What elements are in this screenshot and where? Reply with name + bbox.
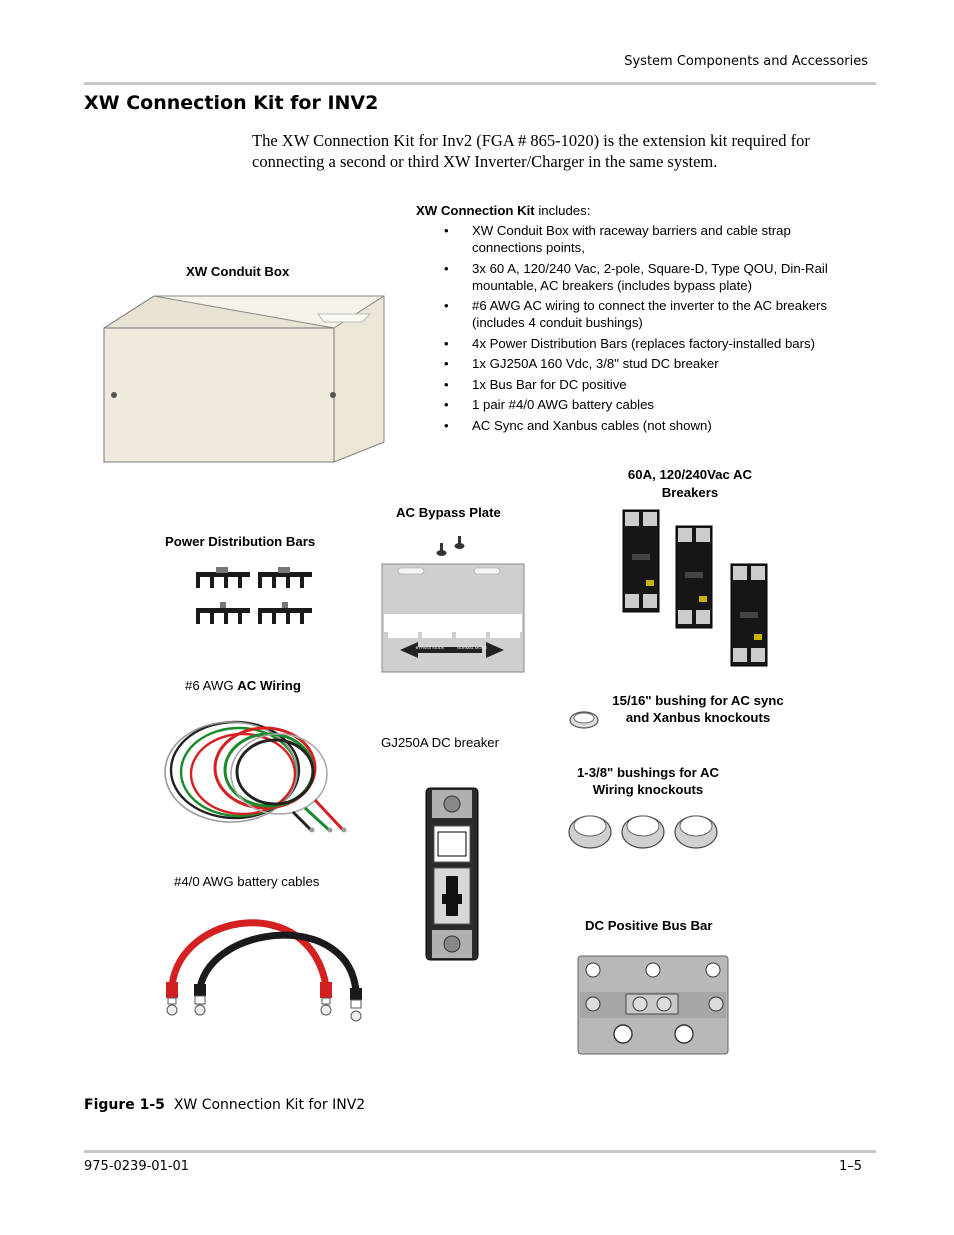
bullet: • xyxy=(444,376,449,392)
ac-wiring-label-bold: AC Wiring xyxy=(237,678,301,693)
kit-heading-bold: XW Connection Kit xyxy=(416,203,535,218)
kit-list-item xyxy=(416,335,856,352)
large-bushings-label-line1: 1-3/8" bushings for AC xyxy=(576,765,720,780)
kit-list-item-text: 1x Bus Bar for DC positive xyxy=(472,376,627,392)
kit-list-item xyxy=(416,376,856,393)
battery-lug-1 xyxy=(166,982,178,1015)
kit-list-item-text: 4x Power Distribution Bars (replaces factory-installed bars) xyxy=(472,335,816,351)
power-bars-label: Power Distribution Bars xyxy=(165,534,316,549)
bullet: • xyxy=(444,335,449,351)
bullet: • xyxy=(444,298,449,313)
power-bar-4 xyxy=(258,602,312,624)
dc-bus-bar-image xyxy=(576,954,730,1056)
ac-breaker-3 xyxy=(731,564,767,666)
kit-list-item xyxy=(416,297,856,331)
bypass-plate-label: AC Bypass Plate xyxy=(396,505,501,520)
bypass-plate-screws xyxy=(437,536,465,556)
battery-lug-4 xyxy=(350,988,362,1021)
bypass-plate-image xyxy=(380,534,526,676)
ac-wiring-image xyxy=(165,712,355,836)
power-bar-1 xyxy=(196,567,250,588)
ac-breakers-label xyxy=(600,466,780,502)
doc-number: 975-0239-01-01 xyxy=(84,1159,190,1174)
kit-contents xyxy=(416,203,856,437)
figure-caption xyxy=(84,1097,365,1113)
large-bushings-label xyxy=(558,764,738,798)
footer-rule xyxy=(84,1150,876,1153)
ac-wiring-label-pre: #6 AWG xyxy=(185,678,238,693)
battery-cables-image xyxy=(160,902,368,1026)
kit-list-item-text: AC Sync and Xanbus cables (not shown) xyxy=(472,417,712,433)
small-bushing-label-line2: and Xanbus knockouts xyxy=(625,710,771,725)
intro-paragraph: The XW Connection Kit for Inv2 (FGA # 865-1020) is the extension kit required for connecting a second or third XW Inverter/Charger in the same system. xyxy=(252,131,810,171)
kit-heading-rest: includes: xyxy=(534,203,591,218)
kit-list xyxy=(416,222,856,434)
power-bar-3 xyxy=(196,602,250,624)
bypass-mode-text: BYPASS MODE xyxy=(415,645,445,650)
kit-heading xyxy=(416,203,856,218)
small-bushing-image xyxy=(568,708,602,730)
kit-list-item xyxy=(416,260,856,294)
bullet: • xyxy=(444,397,449,412)
figure-caption-text: XW Connection Kit for INV2 xyxy=(173,1097,366,1113)
running-header: System Components and Accessories xyxy=(624,54,868,69)
conduit-box-image xyxy=(100,292,390,467)
kit-list-item-text: #6 AWG AC wiring to connect the inverter to the AC breakers (includes 4 conduit bushings) xyxy=(472,298,828,330)
normal-mode-text: NORMAL MODE xyxy=(456,645,488,650)
ac-breaker-1 xyxy=(623,510,659,612)
kit-list-item xyxy=(416,222,856,256)
dc-bus-bar-label: DC Positive Bus Bar xyxy=(585,918,713,933)
bullet: • xyxy=(444,417,449,433)
small-bushing-label-line1: 15/16" bushing for AC sync xyxy=(612,693,784,708)
power-bars-image xyxy=(190,564,322,630)
header-rule xyxy=(84,82,876,85)
page-title: XW Connection Kit for INV2 xyxy=(84,92,379,114)
dc-breaker-image xyxy=(424,786,480,962)
figure-number: Figure 1-5 xyxy=(84,1097,165,1113)
power-bar-2 xyxy=(258,567,312,588)
large-bushings-image xyxy=(566,806,722,852)
conduit-box-label: XW Conduit Box xyxy=(186,264,290,279)
large-bushing-3 xyxy=(675,816,717,848)
battery-cables-label: #4/0 AWG battery cables xyxy=(174,874,320,889)
battery-lug-3 xyxy=(320,982,332,1015)
large-bushings-label-line2: Wiring knockouts xyxy=(592,782,704,797)
ac-breaker-2 xyxy=(676,526,712,628)
page-number: 1–5 xyxy=(838,1159,862,1174)
bullet: • xyxy=(444,223,449,238)
battery-lug-2 xyxy=(194,984,206,1015)
ac-wiring-label xyxy=(185,678,301,693)
bullet: • xyxy=(444,356,449,371)
ac-breakers-image xyxy=(620,508,772,668)
large-bushing-1 xyxy=(569,816,611,848)
ac-breakers-label-line1: 60A, 120/240Vac AC xyxy=(627,467,753,482)
ac-breakers-label-line2: Breakers xyxy=(661,485,719,500)
kit-list-item xyxy=(416,396,856,413)
kit-list-item-text: 1x GJ250A 160 Vdc, 3/8" stud DC breaker xyxy=(472,356,719,371)
bullet: • xyxy=(444,260,449,276)
small-bushing-label xyxy=(598,692,798,726)
kit-list-item xyxy=(416,355,856,372)
kit-list-item-text: 1 pair #4/0 AWG battery cables xyxy=(472,397,655,412)
kit-list-item-text: XW Conduit Box with raceway barriers and cable strap connections points, xyxy=(472,223,791,255)
kit-list-item xyxy=(416,417,856,434)
kit-list-item-text: 3x 60 A, 120/240 Vac, 2-pole, Square-D, Type QOU, Din-Rail mountable, AC breakers (includes bypass plate) xyxy=(472,260,828,293)
dc-breaker-label: GJ250A DC breaker xyxy=(381,735,500,750)
large-bushing-2 xyxy=(622,816,664,848)
